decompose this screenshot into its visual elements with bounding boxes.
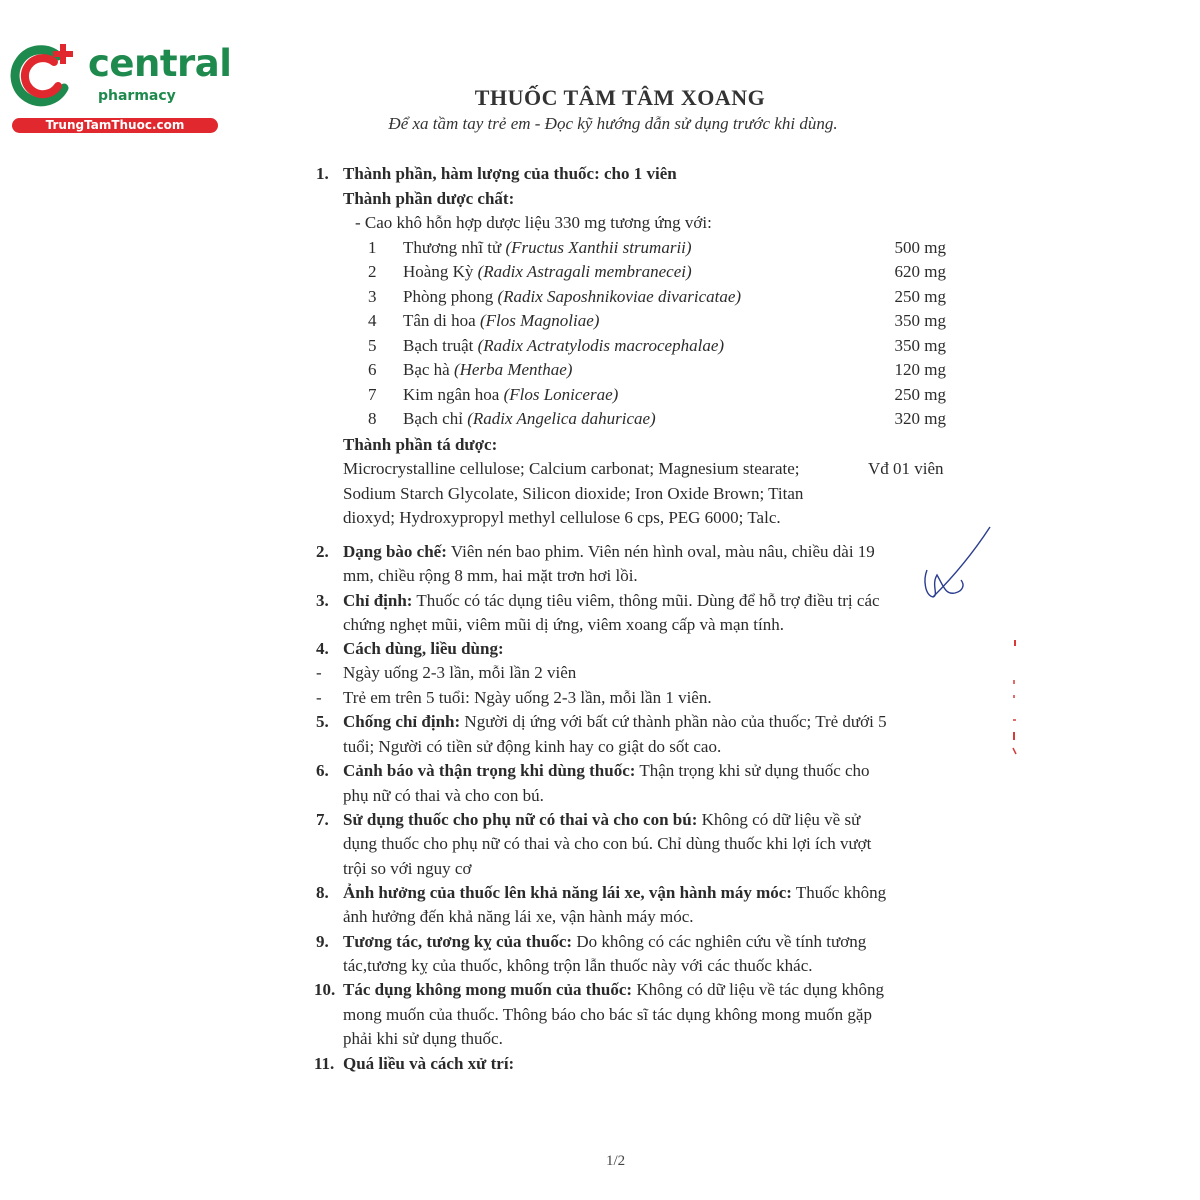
section-6-line-2: phụ nữ có thai và cho con bú.: [343, 786, 544, 805]
document-title: THUỐC TÂM TÂM XOANG: [474, 85, 766, 110]
section-10-label: Tác dụng không mong muốn của thuốc:: [343, 980, 633, 999]
section-10-line-3: phải khi sử dụng thuốc.: [343, 1029, 503, 1048]
logo-url-badge: TrungTamThuoc.com: [12, 118, 218, 133]
section-8-line-1: [343, 881, 886, 906]
ingredient-vn-name: Kim ngân hoa: [403, 385, 504, 404]
document-subtitle: Để xa tầm tay trẻ em - Đọc kỹ hướng dẫn sử dụng trước khi dùng.: [388, 114, 838, 133]
section-5-line-2: tuổi; Người có tiền sử động kinh hay co giật do sốt cao.: [343, 737, 722, 756]
section-9-line-1: [343, 930, 866, 955]
logo-sub-text: pharmacy: [98, 88, 176, 104]
section-5-text: Người dị ứng với bất cứ thành phần nào của thuốc; Trẻ dưới 5: [460, 712, 887, 731]
ingredient-index: 8: [368, 409, 377, 428]
ingredient-amount: 250 mg: [894, 385, 946, 404]
section-2-line-2: mm, chiều rộng 8 mm, hai mặt trơn hơi lồi.: [343, 566, 638, 585]
excipients-line-2: Sodium Starch Glycolate, Silicon dioxide; Iron Oxide Brown; Titan: [343, 484, 804, 503]
ingredient-amount: 120 mg: [894, 360, 946, 379]
dosage-item-1: Ngày uống 2-3 lần, mỗi lần 2 viên: [343, 663, 577, 682]
logo-brand-text: central: [88, 42, 232, 85]
section-9-label: Tương tác, tương kỵ của thuốc:: [343, 932, 573, 951]
excipients-qs: Vđ 01 viên: [868, 459, 944, 478]
ingredient-vn-name: Bạch chỉ: [403, 409, 468, 428]
section-7-line-3: trội so với nguy cơ: [343, 859, 472, 878]
excipients-line-1: Microcrystalline cellulose; Calcium carbonat; Magnesium stearate;: [343, 459, 800, 478]
section-8-text: Thuốc không: [791, 883, 887, 902]
ingredient-index: 4: [368, 311, 377, 330]
bullet-dash: -: [316, 688, 322, 707]
section-6-line-1: [343, 759, 870, 784]
ingredient-index: 3: [368, 287, 377, 306]
ingredient-name: [403, 407, 656, 432]
section-4-number: 4.: [316, 639, 329, 658]
section-10-text: Không có dữ liệu về tác dụng không: [632, 980, 884, 999]
ingredient-amount: 500 mg: [894, 238, 946, 257]
section-5-line-1: [343, 710, 887, 735]
excipients-heading: Thành phần tá dược:: [343, 435, 498, 454]
section-6-label: Cảnh báo và thận trọng khi dùng thuốc:: [343, 761, 636, 780]
stamp-edge-marks: [1008, 640, 1022, 760]
section-3-line-1: [343, 589, 880, 614]
ingredient-vn-name: Tân di hoa: [403, 311, 480, 330]
active-ingredients-heading: Thành phần dược chất:: [343, 189, 515, 208]
section-9-line-2: tác,tương kỵ của thuốc, không trộn lẫn thuốc này với các thuốc khác.: [343, 956, 813, 975]
ingredient-name: [403, 334, 724, 359]
section-7-text: Không có dữ liệu về sử: [697, 810, 861, 829]
section-3-number: 3.: [316, 591, 329, 610]
ingredient-vn-name: Thương nhĩ tử: [403, 238, 506, 257]
section-2-number: 2.: [316, 542, 329, 561]
ingredient-latin-name: (Radix Astragali membranecei): [477, 262, 692, 281]
ingredient-index: 6: [368, 360, 377, 379]
ingredient-vn-name: Phòng phong: [403, 287, 498, 306]
section-2-text: Viên nén bao phim. Viên nén hình oval, màu nâu, chiều dài 19: [446, 542, 875, 561]
ingredient-latin-name: (Radix Saposhnikoviae divaricatae): [497, 287, 742, 306]
ingredient-name: [403, 383, 618, 408]
section-6-number: 6.: [316, 761, 329, 780]
ingredient-name: [403, 260, 692, 285]
section-10-line-2: mong muốn của thuốc. Thông báo cho bác sĩ tác dụng không mong muốn gặp: [343, 1005, 872, 1024]
ingredient-index: 1: [368, 238, 377, 257]
section-4-label: Cách dùng, liều dùng:: [343, 639, 504, 658]
ingredient-amount: 320 mg: [894, 409, 946, 428]
section-3-line-2: chứng nghẹt mũi, viêm mũi dị ứng, viêm xoang cấp và mạn tính.: [343, 615, 784, 634]
ingredient-vn-name: Bạc hà: [403, 360, 454, 379]
ingredient-index: 2: [368, 262, 377, 281]
dosage-item-2: Trẻ em trên 5 tuổi: Ngày uống 2-3 lần, mỗi lần 1 viên.: [343, 688, 712, 707]
ingredient-name: [403, 358, 572, 383]
section-10-number: 10.: [314, 980, 336, 999]
ingredient-latin-name: (Fructus Xanthii strumarii): [505, 238, 692, 257]
section-2-label: Dạng bào chế:: [343, 542, 447, 561]
section-5-number: 5.: [316, 712, 329, 731]
section-9-number: 9.: [316, 932, 329, 951]
ingredient-amount: 250 mg: [894, 287, 946, 306]
ingredient-index: 7: [368, 385, 377, 404]
signature-mark: [915, 525, 1000, 615]
ingredient-index: 5: [368, 336, 377, 355]
section-11-label: Quá liều và cách xử trí:: [343, 1054, 515, 1073]
ingredient-latin-name: (Radix Angelica dahuricae): [467, 409, 656, 428]
ingredient-name: [403, 236, 692, 261]
ingredient-vn-name: Bạch truật: [403, 336, 478, 355]
section-3-label: Chỉ định:: [343, 591, 413, 610]
section-9-text: Do không có các nghiên cứu về tính tương: [572, 932, 867, 951]
ingredient-latin-name: (Radix Actratylodis macrocephalae): [477, 336, 725, 355]
ingredient-name: [403, 285, 741, 310]
bullet-dash: -: [316, 663, 322, 682]
section-8-line-2: ảnh hưởng đến khả năng lái xe, vận hành máy móc.: [343, 907, 694, 926]
section-10-line-1: [343, 978, 884, 1003]
extract-line: - Cao khô hỗn hợp dược liệu 330 mg tương ứng với:: [355, 213, 712, 232]
section-8-label: Ảnh hưởng của thuốc lên khả năng lái xe, vận hành máy móc:: [343, 883, 792, 902]
ingredient-latin-name: (Herba Menthae): [453, 360, 573, 379]
section-7-label: Sử dụng thuốc cho phụ nữ có thai và cho con bú:: [343, 810, 698, 829]
ingredient-amount: 350 mg: [894, 311, 946, 330]
section-5-label: Chống chỉ định:: [343, 712, 461, 731]
section-1-heading: Thành phần, hàm lượng của thuốc: cho 1 viên: [343, 164, 677, 183]
section-1-number: 1.: [316, 164, 329, 183]
section-7-line-2: dụng thuốc cho phụ nữ có thai và cho con bú. Chỉ dùng thuốc khi lợi ích vượt: [343, 834, 872, 853]
ingredient-amount: 620 mg: [894, 262, 946, 281]
section-8-number: 8.: [316, 883, 329, 902]
section-3-text: Thuốc có tác dụng tiêu viêm, thông mũi. Dùng để hỗ trợ điều trị các: [412, 591, 880, 610]
ingredient-amount: 350 mg: [894, 336, 946, 355]
section-6-text: Thận trọng khi sử dụng thuốc cho: [635, 761, 870, 780]
ingredient-vn-name: Hoàng Kỳ: [403, 262, 478, 281]
section-7-number: 7.: [316, 810, 329, 829]
section-7-line-1: [343, 808, 860, 833]
ingredient-latin-name: (Flos Magnoliae): [479, 311, 600, 330]
ingredient-latin-name: (Flos Lonicerae): [503, 385, 619, 404]
excipients-line-3: dioxyd; Hydroxypropyl methyl cellulose 6 cps, PEG 6000; Talc.: [343, 508, 781, 527]
ingredient-name: [403, 309, 599, 334]
page-number: 1/2: [606, 1153, 626, 1169]
section-2-line-1: [343, 540, 875, 565]
section-11-number: 11.: [314, 1054, 335, 1073]
